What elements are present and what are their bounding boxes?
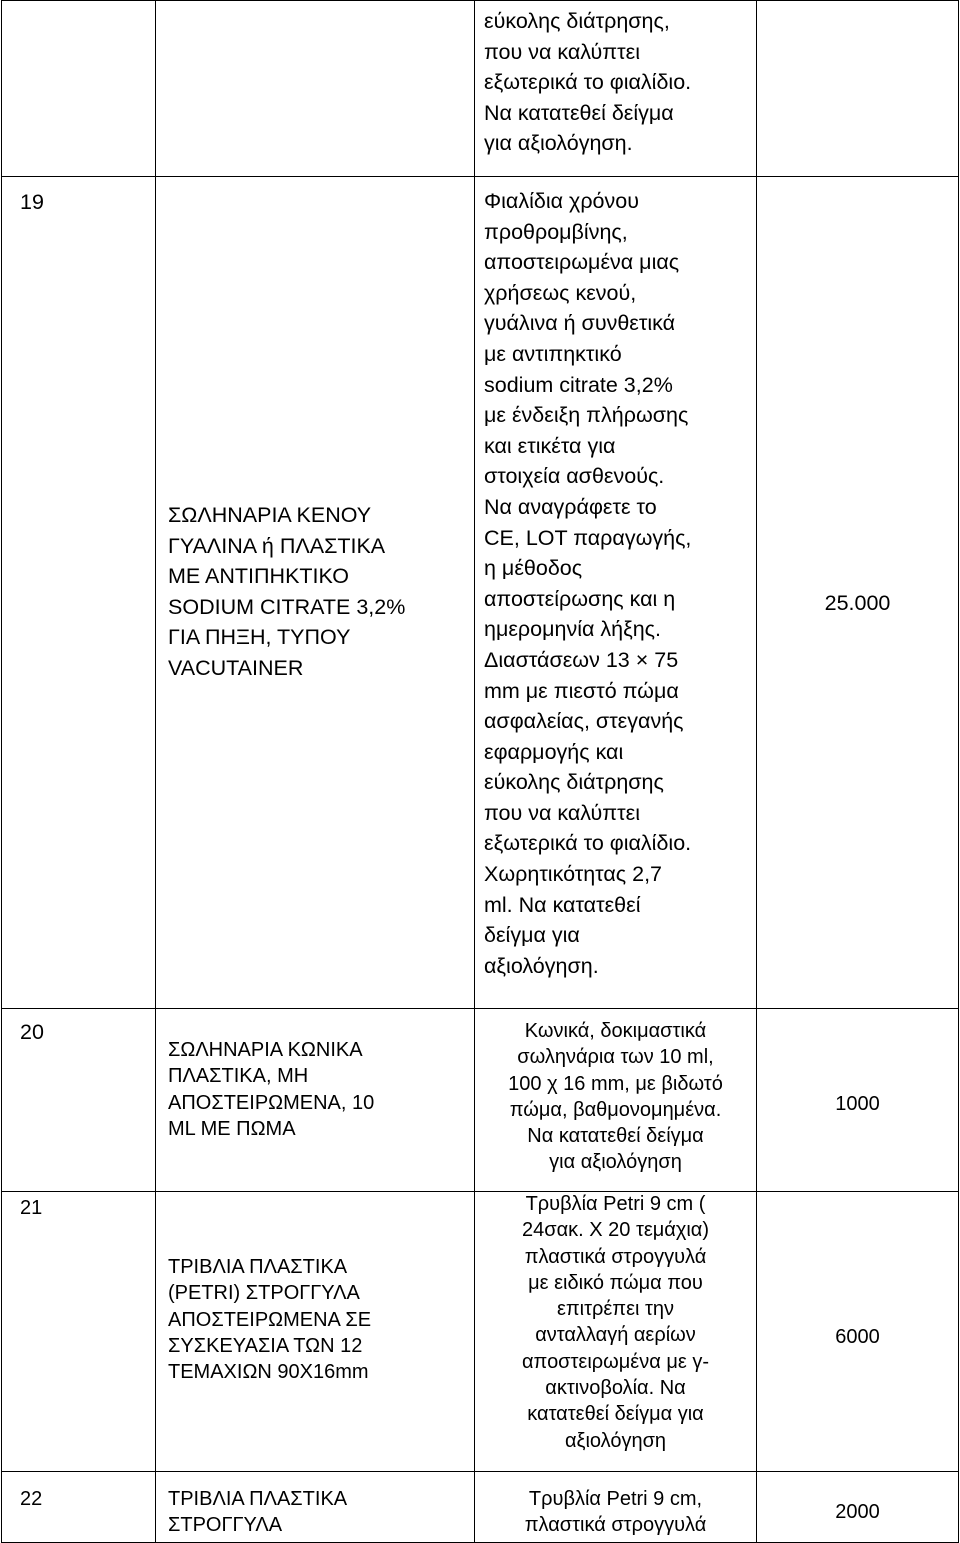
description-cell: Κωνικά, δοκιμαστικά σωληνάρια των 10 ml, 100 χ 16 mm, με βιδωτό πώμα, βαθμονομημένα. Να κατατεθεί δείγμα για αξιολόγηση bbox=[508, 1020, 723, 1174]
table-row bbox=[0, 0, 960, 176]
item-name-cell: ΤΡΙΒΛΙΑ ΠΛΑΣΤΙΚΑ (PETRI) ΣΤΡΟΓΓΥΛΑ ΑΠΟΣΤΕΙΡΩΜΕΝΑ ΣΕ ΣΥΣΚΕΥΑΣΙΑ ΤΩΝ 12 ΤΕΜΑΧΙΩΝ 90Χ16mm bbox=[168, 1256, 372, 1384]
description-cell: Τρυβλία Petri 9 cm, πλαστικά στρογγυλά bbox=[524, 1488, 707, 1537]
description-cell: Φιαλίδια χρόνου προθρομβίνης, αποστειρωμένα μιας χρήσεως κενού, γυάλινα ή συνθετικά με αντιπηκτικό sodium citrate 3,2% με ένδειξη πλήρωσης και ετικέτα για στοιχεία ασθενούς. Να αναγράφετε το CE, LOT παραγωγής, η μέθοδος αποστείρωσης και η ημερομηνία λήξης. Διαστάσεων 13 × 75 mm με πιεστό πώμα ασφαλείας, στεγανής εφαρμογής και εύκολης διάτρησης που να καλύπτει εξωτερικά το φιαλίδιο. Χωρητικότητας 2,7 ml. Να κατατεθεί δείγμα για αξιολόγηση. bbox=[484, 189, 692, 978]
description-cell: εύκολης διάτρησης, που να καλύπτει εξωτερικά το φιαλίδιο. Να κατατεθεί δείγμα για αξιολόγηση. bbox=[484, 9, 692, 156]
quantity-cell: 6000 bbox=[835, 1326, 880, 1348]
item-name-cell: ΣΩΛΗΝΑΡΙΑ ΚΕΝΟΥ ΓΥΑΛΙΝΑ ή ΠΛΑΣΤΙΚΑ ΜΕ ΑΝΤΙΠΗΚΤΙΚΟ SODIUM CITRATE 3,2% ΓΙΑ ΠΗΞΗ, ΤΥΠΟΥ VACUTAINER bbox=[168, 503, 406, 680]
table-row bbox=[0, 1008, 960, 1191]
description-cell: Τρυβλία Petri 9 cm ( 24σακ. Χ 20 τεμάχια) πλαστικά στρογγυλά με ειδικό πώμα που επιτρέπει την ανταλλαγή αερίων αποστειρωμένα με γ- ακτινοβολία. Να κατατεθεί δείγμα για αξιολόγηση bbox=[521, 1193, 710, 1452]
table-row bbox=[0, 1191, 960, 1471]
quantity-cell: 25.000 bbox=[824, 591, 891, 615]
row-number: 21 bbox=[20, 1197, 43, 1219]
table-row bbox=[0, 176, 960, 1008]
table-row bbox=[0, 1471, 960, 1543]
row-number: 20 bbox=[20, 1020, 44, 1044]
row-number: 19 bbox=[20, 190, 44, 214]
quantity-cell: 2000 bbox=[835, 1501, 880, 1523]
row-number: 22 bbox=[20, 1488, 43, 1510]
quantity-cell: 1000 bbox=[835, 1093, 880, 1115]
item-name-cell: ΣΩΛΗΝΑΡΙΑ ΚΩΝΙΚΑ ΠΛΑΣΤΙΚΑ, ΜΗ ΑΠΟΣΤΕΙΡΩΜΕΝΑ, 10 ML ΜΕ ΠΩΜΑ bbox=[168, 1039, 375, 1140]
item-name-cell: ΤΡΙΒΛΙΑ ΠΛΑΣΤΙΚΑ ΣΤΡΟΓΓΥΛΑ bbox=[168, 1488, 348, 1537]
